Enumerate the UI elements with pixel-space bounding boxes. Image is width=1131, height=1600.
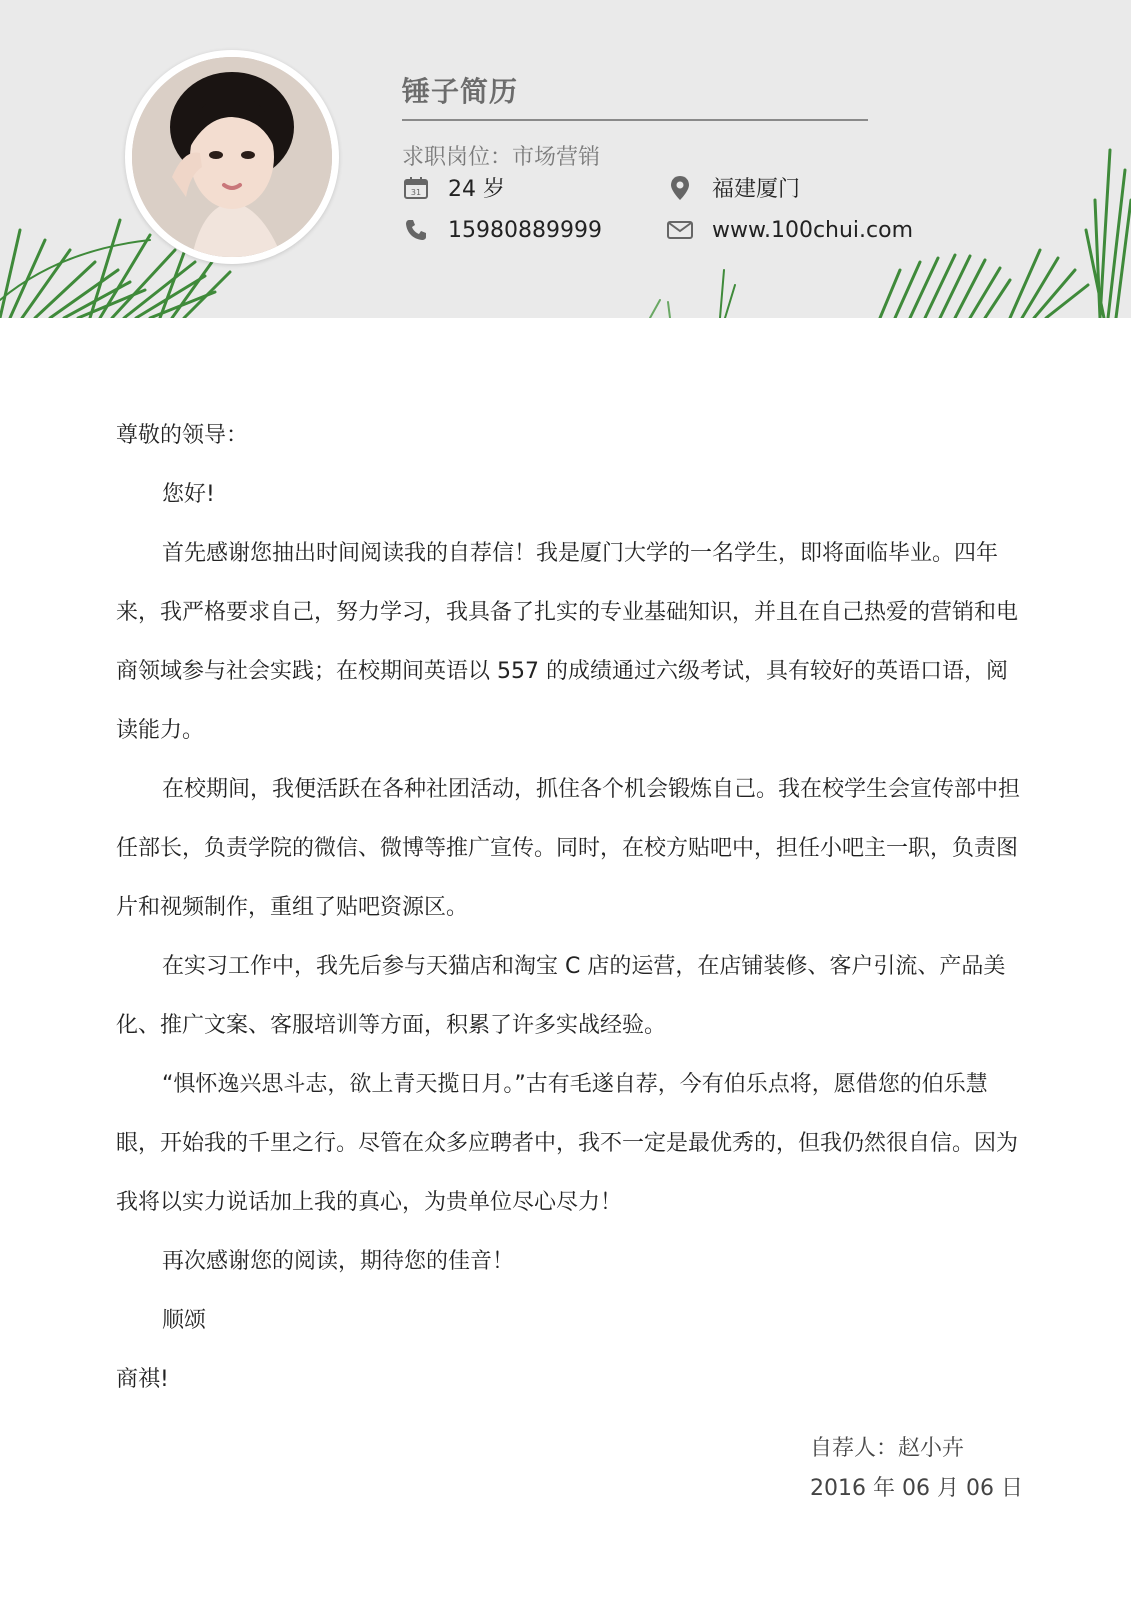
location-pin-icon [666, 174, 694, 202]
signature-name: 自荐人：赵小卉 [810, 1436, 965, 1461]
phone-value: 15980889999 [448, 217, 602, 243]
avatar-frame [125, 50, 339, 264]
paragraph-motivation: “惧怀逸兴思斗志，欲上青天揽日月。”古有毛遂自荐，今有伯乐点将，愿借您的伯乐慧眼，开始我的千里之行。尽管在众多应聘者中，我不一定是最优秀的，但我仍然很自信。因为我将以实力说话加上我的真心，为贵单位尽心尽力！ [116, 1072, 1019, 1215]
svg-text:31: 31 [410, 187, 422, 197]
greeting: 您好! [162, 482, 215, 507]
paragraph-activities: 在校期间，我便活跃在各种社团活动，抓住各个机会锻炼自己。我在校学生会宣传部中担任部长，负责学院的微信、微博等推广宣传。同时，在校方贴吧中，担任小吧主一职，负责图片和视频制作，重组了贴吧资源区。 [116, 777, 1021, 920]
website-item [666, 216, 913, 244]
resume-title: 锤子简历 [402, 75, 519, 108]
avatar [132, 57, 332, 257]
age-value: 24 岁 [448, 177, 505, 202]
calendar-icon [402, 174, 430, 202]
email-icon [666, 216, 694, 244]
age-item [402, 172, 505, 203]
location-item [666, 172, 800, 203]
website-value: www.100chui.com [712, 217, 914, 243]
signature-block [810, 1429, 1023, 1509]
location-value: 福建厦门 [712, 177, 801, 202]
salutation: 尊敬的领导： [116, 423, 249, 448]
portrait-photo [132, 57, 332, 257]
phone-icon [402, 216, 430, 244]
paragraph-intro: 首先感谢您抽出时间阅读我的自荐信！我是厦门大学的一名学生，即将面临毕业。四年来，我严格要求自己，努力学习，我具备了扎实的专业基础知识，并且在自己热爱的营销和电商领域参与社会实践；在校期间英语以 557 的成绩通过六级考试，具有较好的英语口语，阅读能力。 [116, 541, 1019, 743]
paragraph-internship: 在实习工作中，我先后参与天猫店和淘宝 C 店的运营，在店铺装修、客户引流、产品美化、推广文案、客服培训等方面，积累了许多实战经验。 [116, 954, 1006, 1038]
cover-letter-body [116, 406, 1026, 1409]
closing-line-1: 顺颂 [162, 1308, 207, 1333]
closing-line-2: 商祺! [116, 1367, 169, 1392]
title-divider [402, 119, 868, 121]
paragraph-thanks: 再次感谢您的阅读，期待您的佳音！ [162, 1249, 515, 1274]
resume-header [0, 0, 1131, 318]
signature-date: 2016 年 06 月 06 日 [810, 1476, 1023, 1501]
phone-item [402, 216, 602, 244]
job-target: 求职岗位：市场营销 [402, 145, 601, 170]
